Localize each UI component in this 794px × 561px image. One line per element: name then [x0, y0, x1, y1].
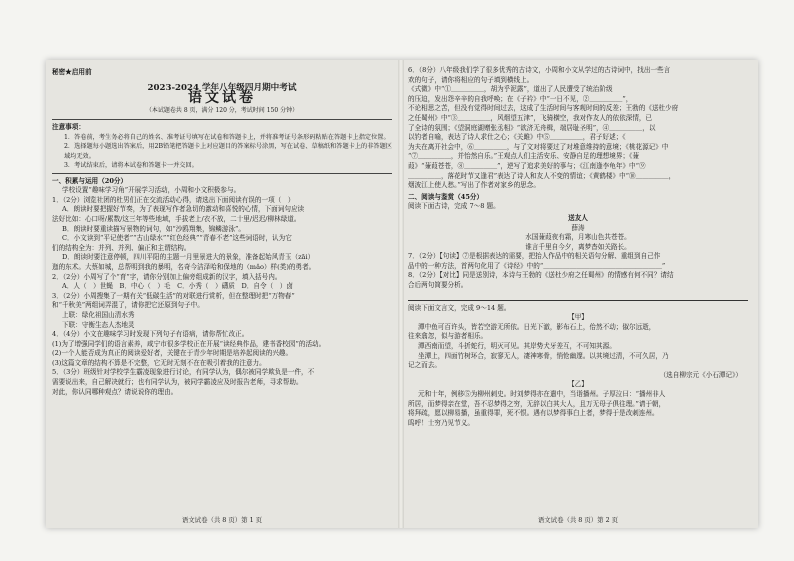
- divider: [52, 173, 392, 174]
- passage-line: 所居，而梦得亲在堂，吾不忍梦得之穷，无辞以白其大人，且万无母子俱往理。”请于朝，: [408, 399, 666, 408]
- text-line: (2)一个人能否成为真正的阅读爱好者，关键在于青少年时期是培养起阅读的兴趣。: [52, 349, 293, 358]
- subject-title: 语文试卷: [188, 90, 256, 107]
- text-line: 下联：守衡生态人杰地灵: [62, 320, 194, 329]
- text-line: A．朗读时要把握好节奏，为了表现写作者急切的激动和喜悦的心情，下面词句应读: [62, 205, 305, 214]
- question-line: 5．（3分）班级针对学校学生霸凌现象进行讨论，有同学认为，偶尔被同学欺负是一件，不: [52, 368, 315, 377]
- poem-title: 送友人: [568, 213, 588, 222]
- text-line: 们的结构全为：并列、并列、偏正和主谓结构。: [52, 243, 191, 252]
- text-line: 了全诗的氛围；《望洞庭湖赠张丞相》“欲济无舟楫，端居耻圣明”，④＿＿＿＿＿，以: [408, 123, 656, 132]
- page-footer: 语文试卷（共 8 页）第 1 页: [181, 516, 263, 525]
- exam-title: 2023-2024 学年八年级四月期中考试: [147, 82, 297, 93]
- question-line: 2．（2分）小周写了个“育”字，请你分别加上偏旁组成新的汉字，填入括号内。: [52, 272, 282, 281]
- note-item: 1．答卷前，考生务必将自己的姓名、准考证号填写在试卷和答题卡上，并将准考证号条形码粘贴在答题卡上指定位置。: [64, 133, 390, 141]
- text-line: B．朗读时要重读描写景物的词句，如“沙鸥翔集，锦鳞游泳”。: [62, 224, 246, 233]
- text-line: 迤的东术。大蔡如城，总帮明到我的暴明，名奇今洁泽哈和保地的（mǎo）样(类)的勇者。: [52, 262, 316, 271]
- text-line: (3)这篇文章的结构不算是不完整，它无时无刻不在在吸引着我的注意力。: [52, 358, 266, 367]
- text-line: (1)为了增强同学们的语言素养，咸宁市很多学校正在开展“读经典作品，建书香校园”的活动。: [52, 339, 326, 348]
- question-line: 7．（2分）【句读】⑦是根据表达的需要，把抬人作品中的相关语句分解、重组到自己作: [408, 252, 661, 261]
- text-line: 上联：绿化祖国山清水秀: [62, 310, 194, 319]
- passage-line: 记之而去。: [408, 361, 441, 370]
- text-line: 《式微》中“①＿＿＿＿＿，胡为乎泥露”，道出了人民遭受了统治阶级: [408, 85, 613, 94]
- text-line: 合后两句简要分析。: [408, 281, 468, 290]
- text-line: 之任蜀州》中“③＿＿＿＿＿，风烟望五津”，飞骑横空，我对作友人的依依深情，已: [408, 113, 653, 122]
- poem-line: 谁言千里自今夕，离梦杳如关路长。: [525, 242, 631, 251]
- text-line: 和“千秋美”两组词弄混了，请你把它还原到句子中。: [52, 301, 204, 310]
- text-line: 以钓者自喻，表达了诗人求仕之心；《关雎》中⑤＿＿＿＿＿，君子好逑；《: [408, 133, 626, 142]
- passage-line: 将拜疏，愿以柳易播，虽重得罪，死不恨。遇有以梦得事白上者，梦得于是改刺连州。: [408, 409, 659, 418]
- text-line: D．朗读时要注意停顿，四川平阳的主题一月里景进大的景象，准备起始风青玉（zāi）: [62, 253, 315, 262]
- poem-author: 薛涛: [571, 223, 585, 232]
- page-footer: 语文试卷（共 8 页）第 2 页: [537, 516, 619, 525]
- right-page: [408, 66, 748, 526]
- passage-label-yi: 【乙】: [568, 380, 588, 389]
- exam-meta: （本试题卷共 8 页，满分 120 分，考试时间 150 分钟）: [145, 106, 299, 114]
- question-line: 1．（2分）浏览社团的杜男们正在交流活动心得，请选出下面阅读有误的一项（ ）: [52, 195, 295, 204]
- notes-heading: 注意事项：: [52, 123, 85, 132]
- text-line: 葭》“蒹葭苍苍，⑧＿＿＿＿＿”，逆写了追求美好的事与；《江南逢李龟年》中“⑨: [408, 161, 646, 170]
- secret-mark: 秘密★启用前: [52, 68, 92, 76]
- note-item: 3．考试结束后，请将本试卷和答题卡一并交回。: [64, 162, 198, 170]
- passage-line: 元和十年，例移⑤为柳州刺史。时刘梦得亦在遣中，当诣播州。子厚泣曰：“播州非人: [418, 390, 666, 398]
- text-line: 欢的句子，请你将相应的句子填到横线上。: [408, 75, 534, 84]
- question-line: 8．（2分）【对比】同是送别诗，本诗与王勃的《送杜少府之任蜀州》的情感有何不同？请结: [408, 271, 674, 280]
- reading-instruction: 阅读下面古诗，完成 7～8 题。: [408, 202, 500, 211]
- section-heading: 一、积累与运用（20分）: [52, 176, 128, 185]
- text-line: 不论相思之苦，但没有觉得时间过去，这成了生活时间与客观时间的反差；王勃的《送杜少府: [408, 104, 679, 113]
- text-line: 需要说出来，自己解决就行；也有同学认为，被同学霸凌应及时报告老师，寻求帮助。: [52, 378, 303, 387]
- note-item: 2．选择题每小题选出答案后，用2B铅笔把答题卡上对应题目的答案标号涂黑，写在试卷、草稿纸和答题卡上的非答题区域均无效。: [64, 143, 392, 160]
- text-line: 的压迫，发出怨辛辛的自我呼唤；在《子衿》中“一日不见，②＿＿＿＿＿”，: [408, 94, 633, 103]
- passage-line: 坐潭上，四面竹树环合，寂寥无人，凄神寒骨，悄怆幽邃。以其境过清，不可久居，乃: [418, 351, 669, 360]
- question-line: 4．（4分）小文在趣味学习时发现下列句子有语病，请你帮忙改正。: [52, 330, 249, 339]
- poem-line: 水国蒹葭夜有霜，月寒山色共苍苍。: [525, 233, 631, 242]
- text-line: A．人（ ）世蝇 B．中心（ ）毛 C．小秀（ ）礴质 D．自令（ ）卤: [62, 282, 293, 291]
- question-line: 6．（8分）八年级我们学了很多优秀的古诗文，小周和小文从学过的古诗词中，找出一些言: [408, 66, 671, 74]
- page-fold: [398, 60, 404, 528]
- text-line: 法好比如：心口呀/累数/这三年等些地域，手拔老上/衣不放，二十里/迟迟/柳林绿道。: [52, 214, 301, 223]
- text-line: 对此，你认同哪种观点？请说说你的理由。: [52, 387, 178, 396]
- answer-line: [408, 293, 748, 301]
- text-line: 学校设置“趣味学习角”开展学习活动，小周和小文积极参与。: [62, 186, 241, 195]
- text-line: “⑦＿＿＿＿＿，并怡然自乐。”王观点人们主活安乐、安静自足的理想境界；《蒹: [408, 152, 639, 161]
- section-heading: 二、阅读与鉴赏（45分）: [408, 192, 484, 201]
- passage-line: 呜呼！士穷乃见节义。: [408, 418, 474, 427]
- passage-label-jia: 【甲】: [568, 313, 588, 322]
- reading-instruction: 阅读下面文言文，完成 9～14 题。: [408, 303, 511, 312]
- text-line: 为夫在离开社会中，⑥＿＿＿＿＿，与了文对将要过了对堆意维持的意境；《桃花源记》中: [408, 142, 669, 151]
- text-line: 品中的一种方法，首两句化用了《诗经》中的“＿＿＿＿＿＿＿＿＿＿＿＿＿＿＿＿＿＿”: [408, 261, 666, 270]
- text-line: C．小文读到“平记使者”“古山绿水”“红色经典”“青春不老”这些词语时，认为它: [62, 234, 292, 243]
- text-line: 烟波江上使人愁。”写出了作者对家乡的思念。: [408, 181, 540, 190]
- question-line: 3．（2分）小周搜集了一期有关“低碳生活”的对联进行赏析，但在整理时把“万物春”: [52, 291, 295, 300]
- divider: [52, 119, 392, 120]
- left-page: [52, 66, 392, 526]
- passage-line: 潭中鱼可百许头，皆若空游无所依。日光下澈，影布石上，佁然不动；俶尔远逝，: [418, 322, 656, 331]
- text-line: ＿＿＿＿＿，落花时节又逢君”表达了诗人和友人不变的情谊；《黄鹤楼》中“⑩＿＿＿＿＿，: [408, 171, 676, 180]
- passage-line: 潭西南而望，斗折蛇行，明灭可见。其岸势犬牙差互，不可知其源。: [418, 342, 616, 351]
- passage-source: （选自柳宗元《小石潭记》）: [659, 370, 742, 379]
- passage-line: 往来翕忽，似与游者相乐。: [408, 332, 488, 341]
